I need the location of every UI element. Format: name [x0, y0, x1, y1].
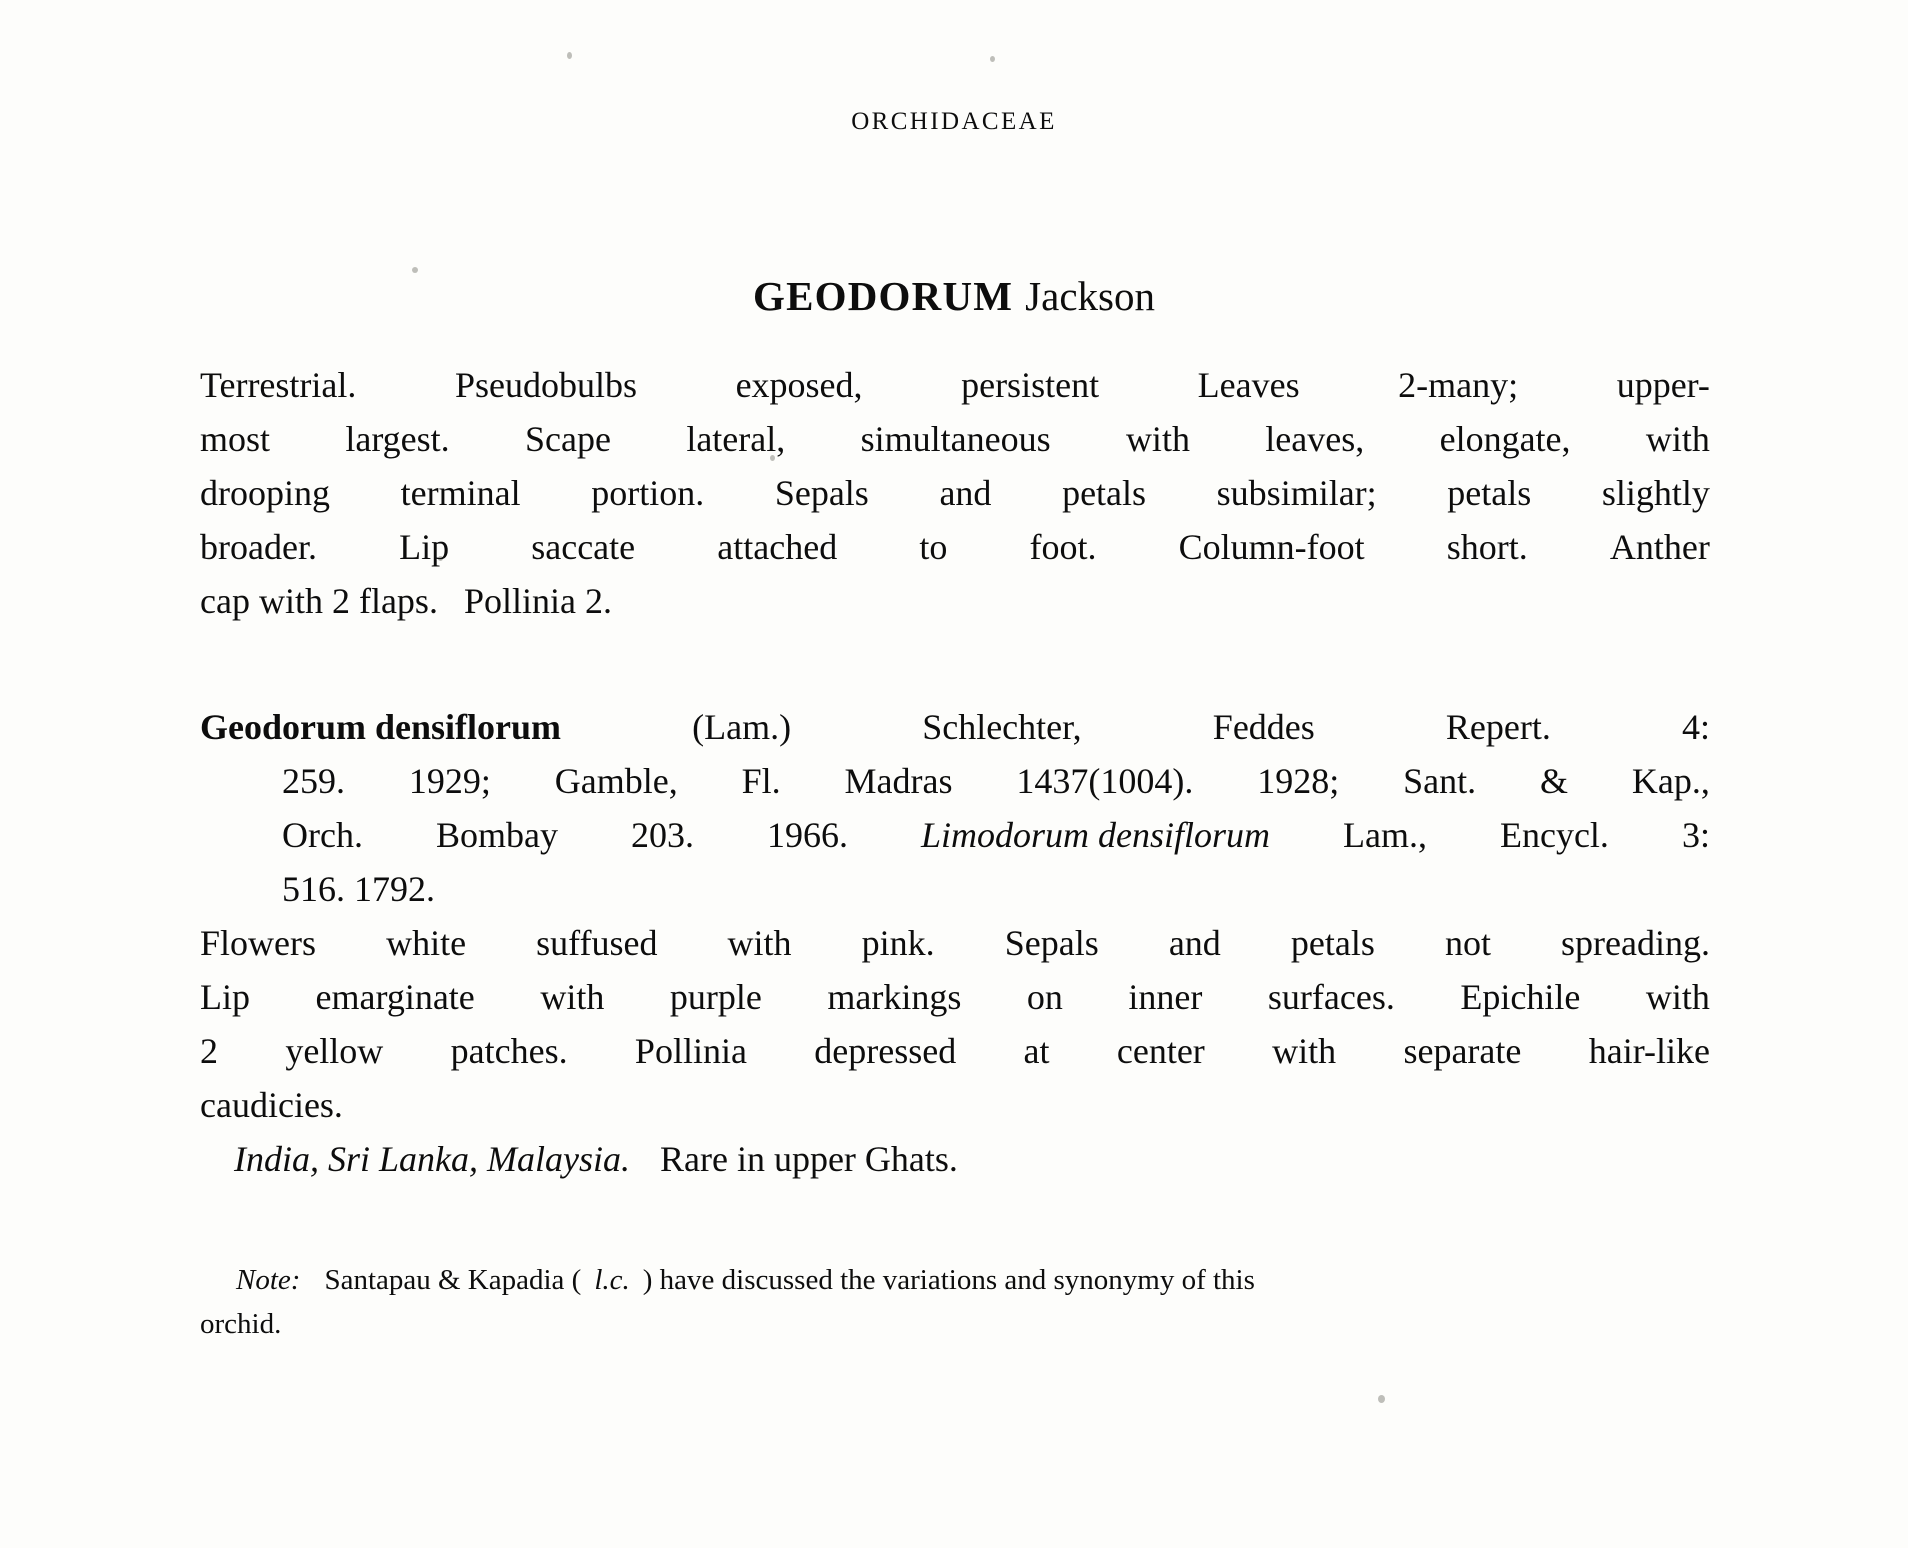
- word: petals: [1062, 473, 1147, 513]
- word: Orch.: [282, 815, 363, 855]
- text-line: [200, 412, 1710, 466]
- citation-line: [282, 754, 1710, 808]
- word: petals: [1447, 473, 1532, 513]
- word: upper-: [1616, 365, 1710, 405]
- word: lateral,: [686, 419, 786, 459]
- note-line: [200, 1302, 1710, 1346]
- word: hair-like: [1588, 1031, 1710, 1071]
- word: Anther: [1609, 527, 1710, 567]
- citation-tail: 516. 1792.: [282, 869, 435, 909]
- word: slightly: [1601, 473, 1710, 513]
- word: Sant.: [1403, 761, 1477, 801]
- word: elongate,: [1439, 419, 1571, 459]
- word: persistent: [961, 365, 1100, 405]
- word: emarginate: [315, 977, 475, 1017]
- text-line: [200, 358, 1710, 412]
- synonym-name: Limodorum densiflorum: [920, 815, 1270, 855]
- word: Pseudobulbs: [454, 365, 637, 405]
- genus-name: GEODORUM: [753, 273, 1014, 319]
- word: Pollinia: [634, 1031, 747, 1071]
- genus-author: Jackson: [1025, 273, 1155, 319]
- word: surfaces.: [1267, 977, 1395, 1017]
- word: Lip: [200, 977, 250, 1017]
- word: terminal: [400, 473, 521, 513]
- word: Sepals: [774, 473, 869, 513]
- word: Flowers: [200, 923, 316, 963]
- word: inner: [1128, 977, 1203, 1017]
- word: white: [386, 923, 467, 963]
- word: Pollinia 2.: [463, 581, 612, 621]
- word: most: [200, 419, 271, 459]
- word: with: [1125, 419, 1190, 459]
- word: 3:: [1681, 815, 1710, 855]
- word: 1928;: [1257, 761, 1340, 801]
- text-line: [200, 916, 1710, 970]
- word: short.: [1446, 527, 1528, 567]
- word: to: [919, 527, 948, 567]
- word: Sepals: [1004, 923, 1099, 963]
- text-line: [200, 466, 1710, 520]
- text-line: [200, 574, 1710, 628]
- running-head: ORCHIDACEAE: [851, 108, 1057, 135]
- word: Leaves: [1197, 365, 1300, 405]
- word: on: [1026, 977, 1063, 1017]
- word: Schlechter,: [922, 707, 1082, 747]
- word: Kap.,: [1631, 761, 1710, 801]
- word: and: [1168, 923, 1221, 963]
- word: with: [727, 923, 792, 963]
- word: 2: [200, 1031, 218, 1071]
- word: largest.: [345, 419, 450, 459]
- scan-speck: [567, 52, 572, 59]
- word: (Lam.): [692, 707, 792, 747]
- text-line: [200, 520, 1710, 574]
- species-name: Geodorum densiflorum: [200, 707, 562, 747]
- note-line: [236, 1258, 1710, 1302]
- word: separate: [1403, 1031, 1522, 1071]
- word: 1966.: [766, 815, 848, 855]
- word: with: [1645, 419, 1710, 459]
- word: pink.: [861, 923, 935, 963]
- word: Encycl.: [1499, 815, 1609, 855]
- distribution-regions: India, Sri Lanka, Malaysia.: [234, 1139, 630, 1179]
- word: with: [1645, 977, 1710, 1017]
- genus-heading: [0, 272, 1908, 320]
- note-loc-cit: l.c.: [594, 1264, 630, 1296]
- word: center: [1116, 1031, 1205, 1071]
- word: subsimilar;: [1216, 473, 1377, 513]
- word: petals: [1290, 923, 1375, 963]
- word: broader.: [200, 527, 317, 567]
- word: foot.: [1029, 527, 1097, 567]
- word: yellow: [285, 1031, 384, 1071]
- word: Terrestrial.: [200, 365, 357, 405]
- text-line: [200, 970, 1710, 1024]
- word: exposed,: [735, 365, 863, 405]
- distribution-remark: Rare in upper Ghats.: [659, 1139, 958, 1179]
- word: &: [1540, 761, 1569, 801]
- word: 1929;: [408, 761, 491, 801]
- scan-speck: [1378, 1395, 1385, 1403]
- genus-description: [200, 358, 1710, 628]
- word: Bombay: [435, 815, 558, 855]
- word: 2-many;: [1398, 365, 1519, 405]
- word: caudicies.: [200, 1085, 343, 1125]
- word: Gamble,: [554, 761, 678, 801]
- word: Feddes: [1212, 707, 1315, 747]
- word: attached: [717, 527, 838, 567]
- word: with: [540, 977, 605, 1017]
- word: patches.: [450, 1031, 568, 1071]
- word: purple: [669, 977, 762, 1017]
- note-block: [200, 1258, 1710, 1346]
- species-heading-line: [200, 700, 1710, 754]
- word: Epichile: [1460, 977, 1581, 1017]
- word: cap with 2 flaps.: [200, 581, 438, 621]
- scan-speck: [990, 56, 995, 62]
- word: spreading.: [1561, 923, 1710, 963]
- word: at: [1023, 1031, 1050, 1071]
- word: Lam.,: [1343, 815, 1427, 855]
- word: Fl.: [741, 761, 781, 801]
- word: and: [939, 473, 992, 513]
- word: 1437(1004).: [1016, 761, 1194, 801]
- word: 203.: [630, 815, 694, 855]
- word: leaves,: [1265, 419, 1365, 459]
- species-entry: [200, 700, 1710, 1186]
- word: markings: [827, 977, 962, 1017]
- text-line: [200, 1078, 1710, 1132]
- word: saccate: [531, 527, 636, 567]
- word: with: [1272, 1031, 1337, 1071]
- word: Lip: [399, 527, 450, 567]
- word: depressed: [814, 1031, 957, 1071]
- word: Column-foot: [1178, 527, 1365, 567]
- word: Madras: [844, 761, 953, 801]
- word: drooping: [200, 473, 330, 513]
- note-text-before: Santapau & Kapadia (: [324, 1264, 582, 1296]
- word: suffused: [536, 923, 658, 963]
- word: portion.: [591, 473, 705, 513]
- word: 259.: [282, 761, 345, 801]
- word: Repert.: [1445, 707, 1551, 747]
- word: Scape: [525, 419, 611, 459]
- citation-line: [282, 862, 1710, 916]
- note-text-after: ) have discussed the variations and synonymy of this: [642, 1264, 1255, 1296]
- note-label: Note:: [236, 1264, 301, 1296]
- word: not: [1444, 923, 1491, 963]
- distribution-line: [234, 1132, 1710, 1186]
- word: 4:: [1681, 707, 1710, 747]
- note-line-two: orchid.: [200, 1308, 282, 1340]
- text-line: [200, 1024, 1710, 1078]
- citation-line: [282, 808, 1710, 862]
- word: simultaneous: [860, 419, 1051, 459]
